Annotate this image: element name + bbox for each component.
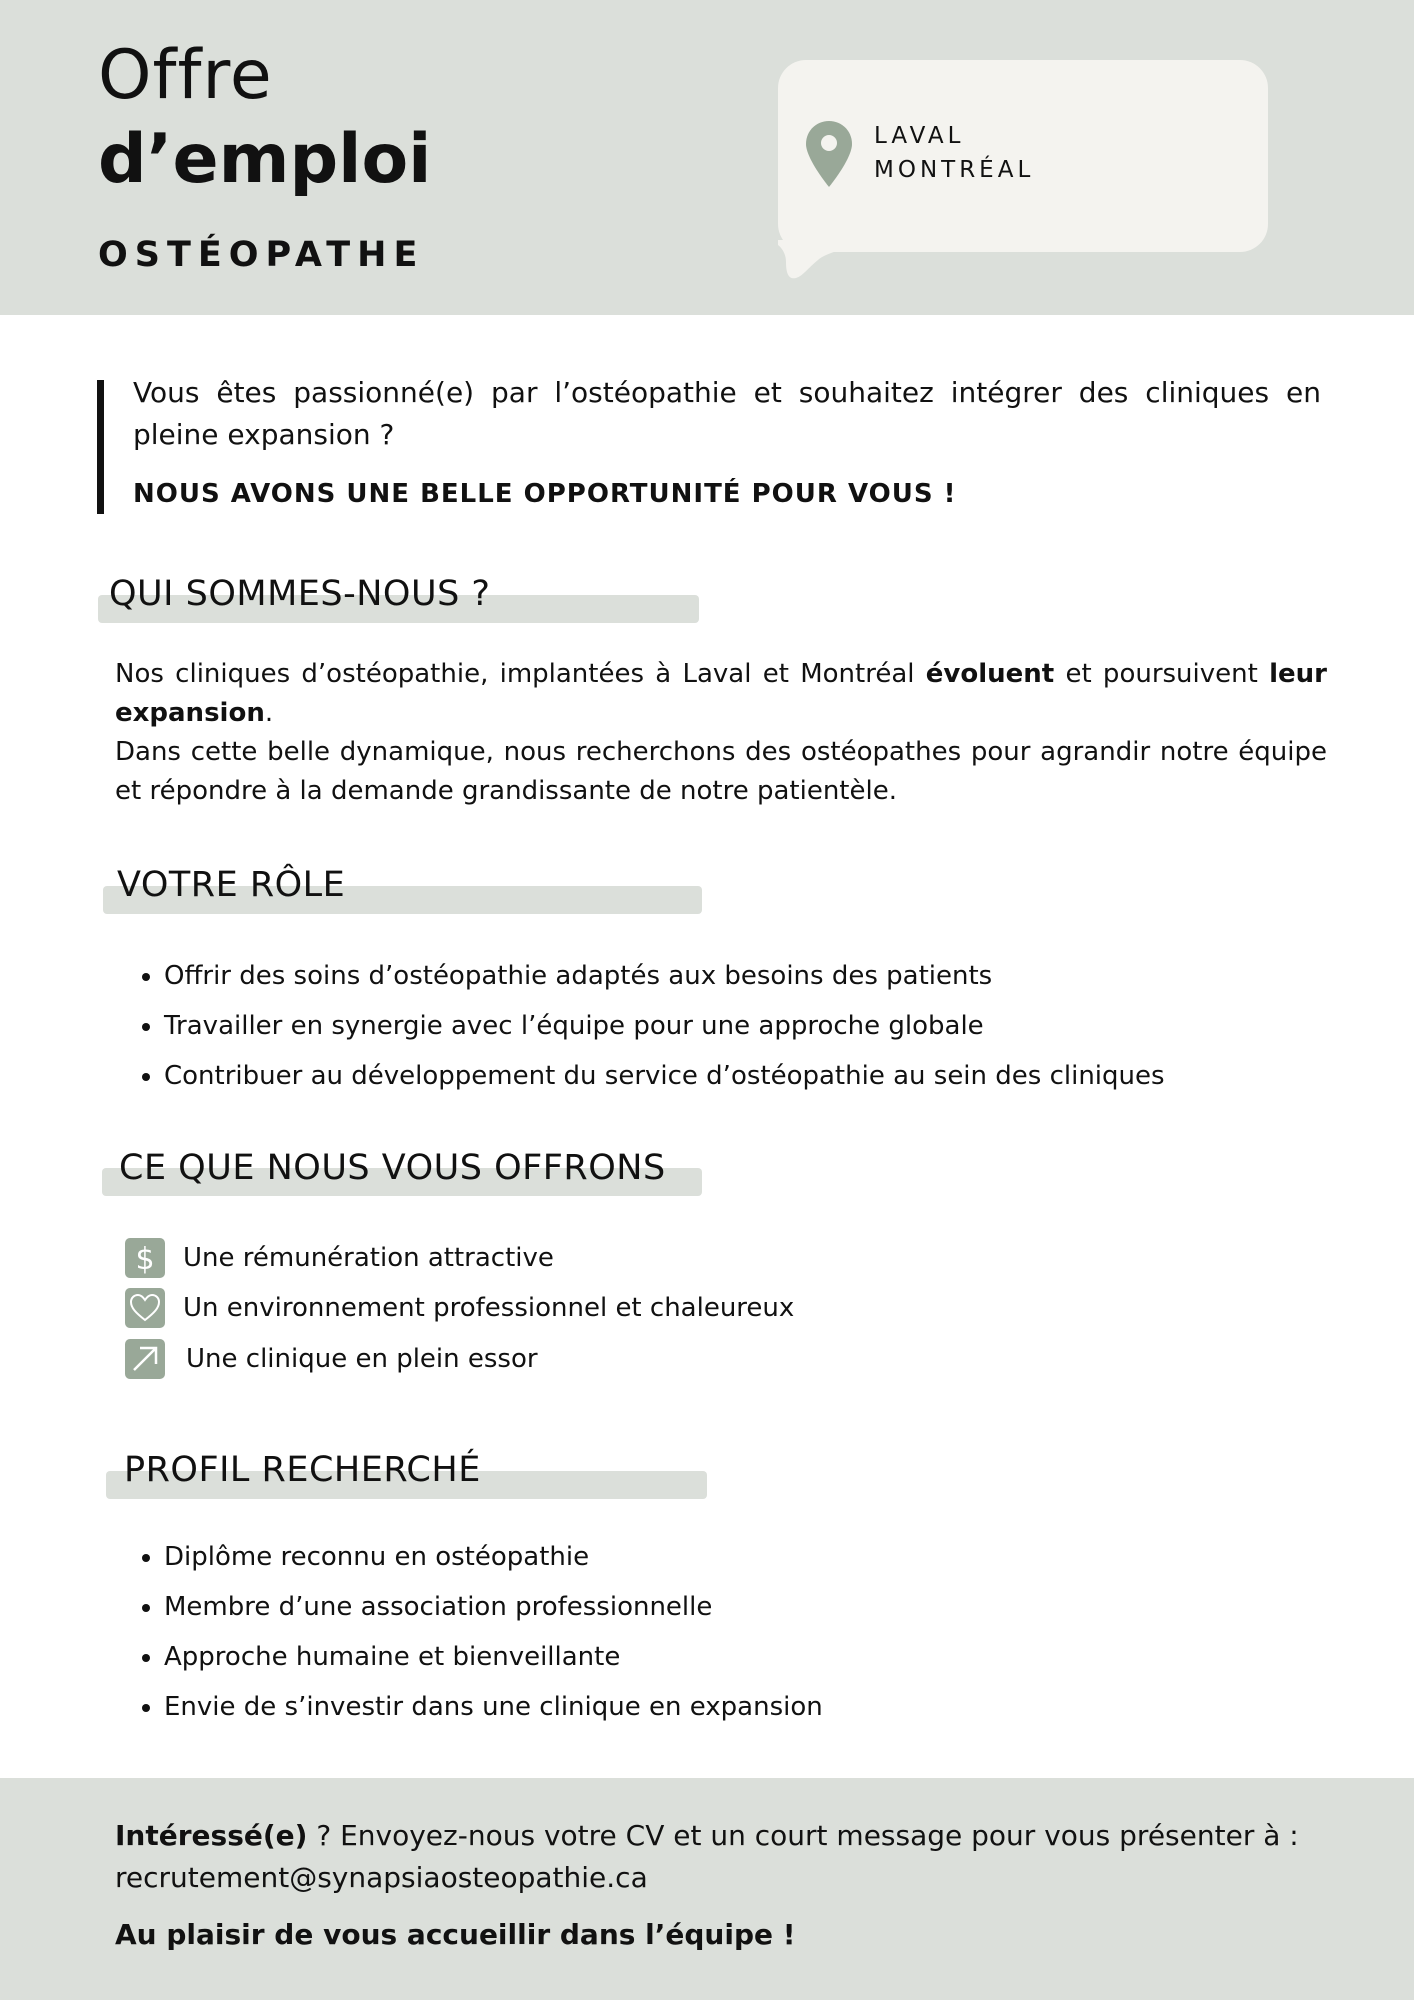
list-item: • Envie de s’investir dans une clinique en expansion — [164, 1682, 823, 1732]
about-paragraph-2: Dans cette belle dynamique, nous recherchons des ostéopathes pour agrandir notre équipe et répondre à la demande grandissante de notre patientèle. — [115, 737, 1327, 806]
section-heading-offer: CE QUE NOUS VOUS OFFRONS — [119, 1148, 666, 1188]
svg-text:$: $ — [135, 1242, 155, 1275]
footer-contact-text: Intéressé(e) ? Envoyez-nous votre CV et un court message pour vous présenter à : — [115, 1819, 1299, 1852]
role-list — [130, 951, 1165, 1101]
location-bubble-tail — [778, 240, 878, 285]
list-item: • Travailler en synergie avec l’équipe pour une approche globale — [164, 1001, 1165, 1051]
offer-item — [125, 1237, 554, 1279]
heart-icon — [125, 1288, 165, 1328]
intro-text: Vous êtes passionné(e) par l’ostéopathie et souhaitez intégrer des cliniques en pleine expansion ? — [133, 376, 1321, 451]
page-title-line2: d’emploi — [98, 120, 432, 199]
offer-item — [125, 1287, 794, 1329]
offer-item-label: Une clinique en plein essor — [186, 1344, 538, 1374]
location-laval: LAVAL — [874, 123, 965, 149]
list-item: • Approche humaine et bienveillante — [164, 1632, 823, 1682]
section-heading-about: QUI SOMMES-NOUS ? — [109, 574, 491, 614]
list-item: • Membre d’une association professionnelle — [164, 1582, 823, 1632]
list-item: • Diplôme reconnu en ostéopathie — [164, 1532, 823, 1582]
list-item: • Contribuer au développement du service d’ostéopathie au sein des cliniques — [164, 1051, 1165, 1101]
page-title-line1: Offre — [98, 36, 273, 115]
map-pin-icon — [806, 121, 852, 187]
offer-item-label: Une rémunération attractive — [183, 1243, 554, 1273]
profile-list — [130, 1532, 823, 1732]
list-item: • Offrir des soins d’ostéopathie adaptés aux besoins des patients — [164, 951, 1165, 1001]
intro-highlight: NOUS AVONS UNE BELLE OPPORTUNITÉ POUR VOUS ! — [133, 479, 957, 509]
section-heading-role: VOTRE RÔLE — [117, 865, 346, 905]
location-montreal: MONTRÉAL — [874, 157, 1035, 183]
section-heading-profile: PROFIL RECHERCHÉ — [124, 1450, 481, 1490]
dollar-icon — [125, 1238, 165, 1278]
footer-closing: Au plaisir de vous accueillir dans l’équipe ! — [115, 1918, 796, 1951]
arrow-up-right-icon — [125, 1339, 165, 1379]
about-paragraph-1: Nos cliniques d’ostéopathie, implantées à Laval et Montréal évoluent et poursuivent leur expansion. — [115, 659, 1327, 728]
contact-email[interactable]: recrutement@synapsiaosteopathie.ca — [115, 1861, 648, 1894]
job-title: OSTÉOPATHE — [98, 235, 425, 275]
offer-item — [125, 1338, 538, 1380]
quote-bar — [97, 380, 104, 514]
offer-item-label: Un environnement professionnel et chaleureux — [183, 1293, 795, 1323]
